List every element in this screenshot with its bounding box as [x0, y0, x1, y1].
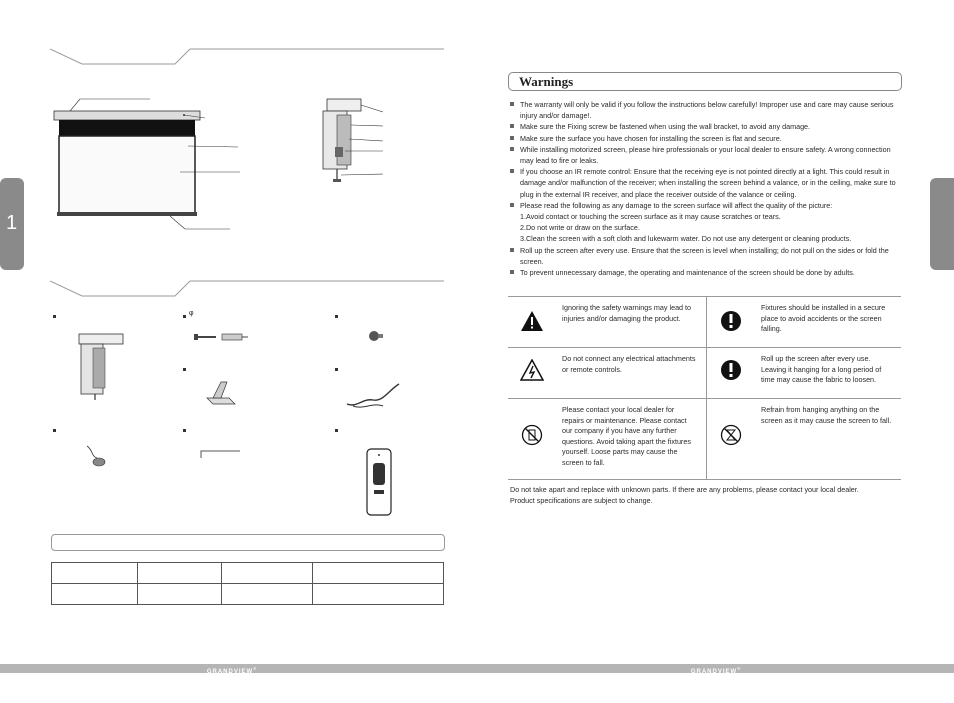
screw-and-anchor-image — [192, 330, 252, 344]
safety-text: Fixtures should be installed in a secure place to avoid accidents or the screen falling. — [755, 297, 901, 348]
bullet-icon — [510, 203, 514, 207]
list-item: Make sure the Fixing screw be fastened when using the wall bracket, to avoid any damage. — [510, 121, 902, 132]
bullet-icon — [510, 270, 514, 274]
section-header-line-2 — [50, 278, 445, 298]
brand-logo-left: GRANDVIEW® — [206, 666, 258, 675]
bullet-icon — [510, 136, 514, 140]
warnings-title: Warnings — [519, 74, 574, 89]
no-hanging-icon — [720, 424, 742, 446]
table-row — [508, 399, 901, 480]
table-cell — [52, 563, 138, 584]
list-item: Make sure the surface you have chosen for installing the screen is flat and secure. — [510, 133, 902, 144]
table-cell — [508, 297, 556, 348]
section-header-line-1 — [50, 46, 445, 66]
list-item: Roll up the screen after every use. Ensure that the screen is level when installing; do not pull on the sides or fold the screen. — [510, 245, 902, 267]
table-cell — [313, 563, 444, 584]
bullet-icon — [510, 169, 514, 173]
list-sub-item: 2.Do not write or draw on the surface. — [520, 223, 640, 233]
list-sub-item: 3.Clean the screen with a soft cloth and lukewarm water. Do not use any detergent or cleaning products. — [520, 234, 852, 244]
table-cell — [508, 348, 556, 399]
safety-text: Ignoring the safety warnings may lead to injuries and/or damaging the product. — [556, 297, 707, 348]
table-row — [508, 297, 901, 348]
table-cell — [313, 584, 444, 605]
list-item: If you choose an IR remote control: Ensure that the receiving eye is not pointed directly at a light. This could result in damage and/or malfunction of the receiver; when installing the screen behind a valance, or in the ceiling, make sure to plug in the external IR receiver, and place the receiver outside of the valance or ceiling. — [510, 166, 902, 200]
bullet-icon — [510, 248, 514, 252]
phi-symbol: φ — [189, 310, 194, 317]
list-item: To prevent unnecessary damage, the operating and maintenance of the screen should be done by adults. — [510, 267, 902, 278]
list-item: The warranty will only be valid if you follow the instructions below carefully! Improper use and care may cause serious injury and/or damage!. — [510, 99, 902, 121]
list-item: While installing motorized screen, please hire professionals or your local dealer to ensure safety. A wrong connection may lead to fire or leaks. — [510, 144, 902, 166]
electric-hazard-icon — [520, 359, 544, 381]
specification-table — [51, 562, 444, 605]
ir-receiver-part-image — [83, 442, 111, 472]
table-cell — [707, 297, 756, 348]
power-cable-part-image — [343, 380, 403, 412]
table-row — [52, 563, 444, 584]
hex-key-part-image — [198, 448, 244, 460]
footer-note — [510, 484, 910, 506]
table-cell — [508, 399, 556, 480]
part-bullet-8 — [335, 429, 338, 432]
safety-text: Refrain from hanging anything on the screen as it may cause the screen to fall. — [755, 399, 901, 480]
side-tab-right — [930, 178, 954, 270]
wall-bracket-part-image — [203, 378, 239, 408]
page-number-tab — [0, 178, 24, 270]
screw-part-image — [368, 330, 384, 342]
exclamation-icon — [720, 359, 742, 381]
safety-text: Do not connect any electrical attachments or remote controls. — [556, 348, 707, 399]
list-item: Please read the following as any damage to the screen surface will affect the quality of the picture: — [510, 200, 902, 211]
exclamation-icon — [720, 310, 742, 332]
safety-text: Please contact your local dealer for repairs or maintenance. Please contact our company if you have any further questions. Avoid taking apart the fixtures yourself. Loose parts may cause the screen to fall. — [556, 399, 707, 480]
brand-logo-right: GRANDVIEW® — [690, 666, 742, 675]
table-cell — [707, 348, 756, 399]
screen-diagram — [50, 90, 260, 240]
warning-triangle-icon — [520, 310, 544, 332]
specification-header-bar — [51, 534, 445, 551]
table-cell — [138, 563, 222, 584]
part-bullet-7 — [183, 429, 186, 432]
table-row — [52, 584, 444, 605]
remote-control-part-image — [366, 448, 392, 516]
safety-table — [508, 296, 901, 480]
table-cell — [138, 584, 222, 605]
warnings-list — [510, 99, 902, 278]
part-bullet-6 — [53, 429, 56, 432]
warnings-header-bar — [508, 72, 902, 91]
part-bullet-4 — [183, 368, 186, 371]
part-bullet-2 — [183, 315, 186, 318]
table-cell — [222, 584, 313, 605]
part-bullet-3 — [335, 315, 338, 318]
footer-note-line: Product specifications are subject to change. — [510, 496, 653, 505]
table-cell — [222, 563, 313, 584]
no-disassembly-icon — [521, 424, 543, 446]
footer-note-line: Do not take apart and replace with unknown parts. If there are any problems, please contact your local dealer. — [510, 485, 859, 494]
part-bullet-1 — [53, 315, 56, 318]
table-row — [508, 348, 901, 399]
motor-bracket-part-image — [75, 330, 125, 402]
bullet-icon — [510, 124, 514, 128]
page-number: 1 — [6, 212, 18, 234]
table-cell — [707, 399, 756, 480]
table-cell — [52, 584, 138, 605]
bullet-icon — [510, 147, 514, 151]
bullet-icon — [510, 102, 514, 106]
bracket-diagram — [315, 95, 390, 190]
part-bullet-5 — [335, 368, 338, 371]
list-sub-item: 1.Avoid contact or touching the screen surface as it may cause scratches or tears. — [520, 212, 781, 222]
safety-text: Roll up the screen after every use. Leaving it hanging for a long period of time may cause the fabric to loosen. — [755, 348, 901, 399]
